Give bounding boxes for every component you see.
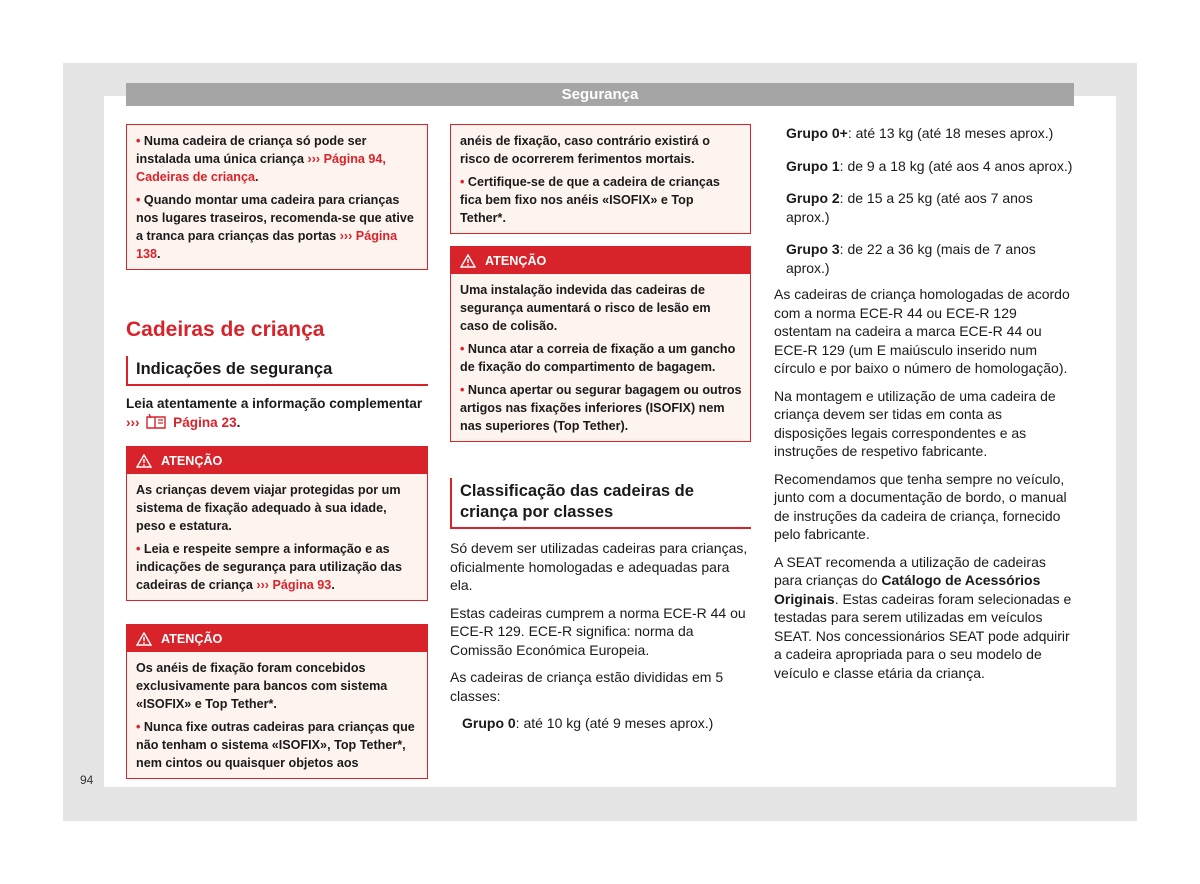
intro-text: Leia atentamente a informação complementar ››› Página 23. <box>126 396 423 430</box>
page-link[interactable]: Página 94, Cadeiras de criança <box>136 152 386 184</box>
warning-item: • Nunca apertar ou segurar bagagem ou outros artigos nas fixações inferiores (ISOFIX) nem nas superiores (Top Tether). <box>460 383 742 433</box>
book-reference-icon <box>145 414 167 430</box>
warning-triangle-icon <box>136 632 152 646</box>
column-2 <box>450 124 751 733</box>
warning-text: As crianças devem viajar protegidas por um sistema de fixação adequado à sua idade, peso e estatura. <box>136 483 401 533</box>
warning-item: • Nunca atar a correia de fixação a um gancho de fixação do compartimento de bagagem. <box>460 342 736 374</box>
page-link[interactable]: Página 138 <box>136 229 398 261</box>
subsection-title: Classificação das cadeiras de criança por classes <box>450 478 751 529</box>
warning-label: ATENÇÃO <box>161 453 223 468</box>
column-3 <box>774 124 1074 682</box>
note-item: • Quando montar uma cadeira para crianças nos lugares traseiros, recomenda-se que ative a tranca para crianças das portas ››› Página 138. <box>136 193 414 261</box>
warning-box <box>126 446 428 601</box>
page-number: 94 <box>80 773 94 787</box>
warning-item: • Nunca fixe outras cadeiras para crianças que não tenham o sistema «ISOFIX», Top Tether*, nem cintos ou quaisquer objetos aos <box>136 720 415 770</box>
warning-item: • Leia e respeite sempre a informação e as indicações de segurança para utilização das cadeiras de criança ››› Página 93. <box>136 542 402 592</box>
group-item: Grupo 3: de 22 a 36 kg (mais de 7 anos aprox.) <box>786 241 1036 276</box>
page-link[interactable]: Página 93 <box>272 578 332 592</box>
paragraph: Recomendamos que tenha sempre no veículo, junto com a documentação de bordo, o manual de instruções da cadeira de criança, fornecido pelo fabricante. <box>774 470 1067 542</box>
page-link[interactable]: Página 23 <box>173 414 237 430</box>
group-item: Grupo 0+: até 13 kg (até 18 meses aprox.) <box>786 125 1054 141</box>
group-item: Grupo 0: até 10 kg (até 9 meses aprox.) <box>462 715 714 731</box>
subsection-title: Indicações de segurança <box>126 356 428 386</box>
paragraph: Estas cadeiras cumprem a norma ECE-R 44 ou ECE-R 129. ECE-R significa: norma da Comissão Económica Europeia. <box>450 604 746 658</box>
warning-text: Uma instalação indevida das cadeiras de segurança aumentará o risco de lesão em caso de colisão. <box>460 283 711 333</box>
warning-triangle-icon <box>136 454 152 468</box>
column-1 <box>126 124 428 789</box>
warning-triangle-icon <box>460 254 476 268</box>
paragraph: A SEAT recomenda a utilização de cadeiras para crianças do Catálogo de Acessórios Originais. Estas cadeiras foram selecionadas e testadas para serem utilizadas em veículos SEAT. Nos concessionários SEAT pode adquirir a cadeira apropriada para o seu modelo de veículo e classe etária da criança. <box>774 553 1072 681</box>
warning-box-continued <box>450 124 751 234</box>
warning-box <box>450 246 751 442</box>
section-title: Cadeiras de criança <box>126 318 325 341</box>
note-box-continued <box>126 124 428 270</box>
page-header: Segurança <box>126 83 1074 106</box>
warning-text: Os anéis de fixação foram concebidos exclusivamente para bancos com sistema «ISOFIX» e Top Tether*. <box>136 661 388 711</box>
warning-text: anéis de fixação, caso contrário existirá o risco de ocorrerem ferimentos mortais. <box>460 134 710 166</box>
warning-box <box>126 624 428 779</box>
warning-item: • Certifique-se de que a cadeira de crianças fica bem fixo nos anéis «ISOFIX» e Top Tether*. <box>460 175 720 225</box>
paragraph: As cadeiras de criança homologadas de acordo com a norma ECE-R 44 ou ECE-R 129 ostentam na cadeira a marca ECE-R 44 ou ECE-R 129 (um E maiúsculo inserido num círculo e por baixo o número de homologação). <box>774 286 1070 376</box>
paragraph: Na montagem e utilização de uma cadeira de criança devem ser tidas em conta as disposições legais correspondentes e as instruções de respetivo fabricante. <box>774 387 1056 459</box>
warning-label: ATENÇÃO <box>161 631 223 646</box>
group-item: Grupo 1: de 9 a 18 kg (até aos 4 anos aprox.) <box>786 157 1073 174</box>
warning-label: ATENÇÃO <box>485 253 547 268</box>
group-item: Grupo 2: de 15 a 25 kg (até aos 7 anos aprox.) <box>786 190 1033 225</box>
paragraph: As cadeiras de criança estão divididas em 5 classes: <box>450 669 724 704</box>
paragraph: Só devem ser utilizadas cadeiras para crianças, oficialmente homologadas e adequadas para ela. <box>450 540 748 593</box>
note-item: • Numa cadeira de criança só pode ser instalada uma única criança ››› Página 94, Cadeiras de criança. <box>136 134 386 184</box>
